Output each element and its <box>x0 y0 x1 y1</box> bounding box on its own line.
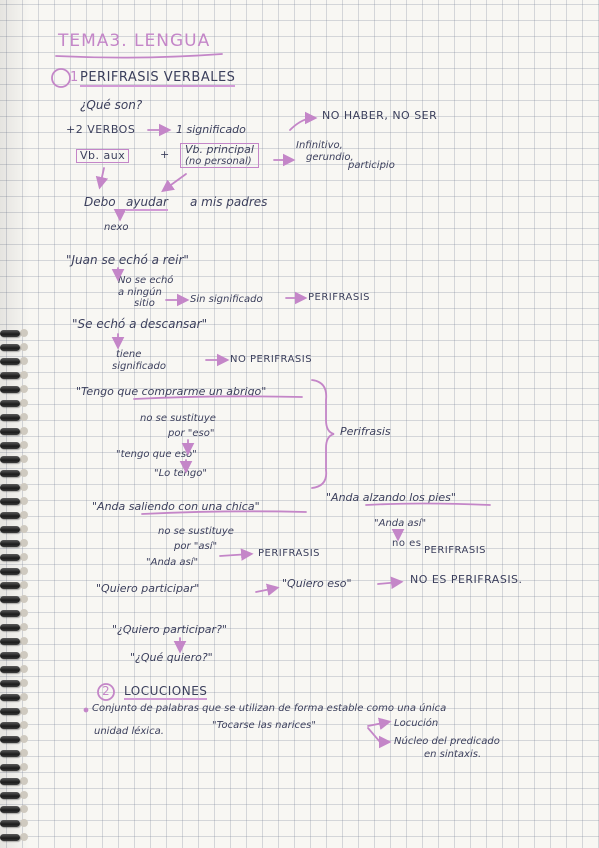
binding-hole <box>20 567 28 575</box>
binding-ring <box>0 330 20 337</box>
arrow-aux-debo <box>100 168 104 186</box>
no-perifrasis-result: NO PERIFRASIS <box>230 354 313 365</box>
question-que-son: ¿Qué son? <box>80 98 143 112</box>
quiero-eso: "Quiero eso" <box>282 577 352 590</box>
binding-hole <box>20 497 28 505</box>
arrow-tocarse-nucleo <box>368 728 388 742</box>
binding-ring <box>0 736 20 743</box>
no-es-perifrasis-word: PERIFRASIS <box>424 545 487 556</box>
binding-ring <box>0 386 20 393</box>
binding-hole <box>20 707 28 715</box>
por-asi: por "así" <box>174 541 218 552</box>
binding-ring <box>0 750 20 757</box>
question-que-quiero: "¿Qué quiero?" <box>130 651 213 664</box>
example-debo: Debo <box>84 195 116 209</box>
binding-hole <box>20 651 28 659</box>
binding-ring <box>0 400 20 407</box>
example-ayudar: ayudar <box>126 196 168 211</box>
example-tengo-que-text: "Tengo que comprarme un abrigo" <box>76 385 267 398</box>
main-verb-non-personal: (no personal) <box>185 156 252 168</box>
section1-number-circle <box>52 69 70 87</box>
tengo-que-eso: "tengo que eso" <box>116 449 197 460</box>
question-quiero-participar: "¿Quiero participar?" <box>112 623 227 636</box>
binding-ring <box>0 820 20 827</box>
binding-ring <box>0 652 20 659</box>
section1-number: 1 <box>70 70 80 85</box>
formula-one-meaning: 1 significado <box>176 123 246 136</box>
bullet-dot <box>85 709 88 712</box>
sin-significado: Sin significado <box>190 294 263 305</box>
tiene: tiene <box>116 349 142 360</box>
binding-ring <box>0 694 20 701</box>
example-echo-descansar: "Se echó a descansar" <box>72 317 208 331</box>
binding-hole <box>20 609 28 617</box>
binding-hole <box>20 595 28 603</box>
forms-infinitive: Infinitivo, <box>296 140 343 151</box>
binding-hole <box>20 805 28 813</box>
locucion-definition-2: unidad léxica. <box>94 726 164 737</box>
binding-hole <box>20 721 28 729</box>
binding-ring <box>0 428 20 435</box>
no-haber-no-ser: NO HABER, NO SER <box>322 109 438 122</box>
forms-participle: participio <box>348 160 395 171</box>
binding-hole <box>20 357 28 365</box>
binding-ring <box>0 414 20 421</box>
example-anda-chica: "Anda saliendo con una chica" <box>92 500 260 513</box>
binding-hole <box>20 819 28 827</box>
binding-hole <box>20 679 28 687</box>
locucion-example: "Tocarse las narices" <box>212 720 316 731</box>
binding-ring <box>0 484 20 491</box>
arrow-eso-no-es <box>378 582 400 584</box>
no-se-sustituye-1: no se sustituye <box>140 413 216 424</box>
binding-hole <box>20 483 28 491</box>
nucleo-predicado: Núcleo del predicado <box>394 736 500 747</box>
page-title: TEMA3. LENGUA <box>58 31 211 51</box>
binding-ring <box>0 512 20 519</box>
binding-hole <box>20 735 28 743</box>
formula-two-verbs: +2 VERBOS <box>66 123 136 136</box>
arrow-principal-ayudar <box>164 174 186 190</box>
binding-ring <box>0 526 20 533</box>
binding-ring <box>0 638 20 645</box>
binding-hole <box>20 511 28 519</box>
locucion-label: Locución <box>394 718 439 729</box>
binding-hole <box>20 637 28 645</box>
arrow-tocarse-locucion <box>368 722 388 726</box>
binding-hole <box>20 623 28 631</box>
binding-hole <box>20 553 28 561</box>
binding-ring <box>0 610 20 617</box>
binding-ring <box>0 568 20 575</box>
no-es: no es <box>392 538 422 549</box>
binding-hole <box>20 343 28 351</box>
plus-sign: + <box>160 148 170 161</box>
a-ningun: a ningún <box>118 287 162 298</box>
binding-ring <box>0 470 20 477</box>
aux-verb-box: Vb. aux <box>76 149 129 163</box>
binding-ring <box>0 596 20 603</box>
binding-hole <box>20 763 28 771</box>
lo-tengo: "Lo tengo" <box>154 468 207 479</box>
binding-ring <box>0 358 20 365</box>
binding-ring <box>0 708 20 715</box>
perifrasis-brace <box>312 380 334 488</box>
binding-hole <box>20 539 28 547</box>
binding-ring <box>0 680 20 687</box>
anda-asi: "Anda así" <box>146 557 199 568</box>
binding-hole <box>20 441 28 449</box>
example-quiero-participar: "Quiero participar" <box>96 582 200 595</box>
binding-ring <box>0 834 20 841</box>
nexo-label: nexo <box>104 222 129 233</box>
arrow-quiero-eso <box>256 588 276 592</box>
binding-hole <box>20 525 28 533</box>
binding-hole <box>20 833 28 841</box>
example-tengo-que <box>76 386 266 398</box>
perifrasis-brace-label: Perifrasis <box>340 425 391 438</box>
binding-ring <box>0 806 20 813</box>
binding-hole <box>20 413 28 421</box>
binding-hole <box>20 455 28 463</box>
binding-ring <box>0 764 20 771</box>
example-anda-pies: "Anda alzando los pies" <box>326 491 456 504</box>
arrow-meaning-no-haber <box>290 118 314 130</box>
example-juan-reir: "Juan se echó a reir" <box>66 253 189 267</box>
binding-ring <box>0 722 20 729</box>
section2-heading: LOCUCIONES <box>124 685 207 700</box>
no-se-sustituye-2: no se sustituye <box>158 526 234 537</box>
section2-number: 2 <box>102 684 111 698</box>
binding-ring <box>0 582 20 589</box>
forms-gerund: gerundio, <box>306 152 354 163</box>
binding-hole <box>20 385 28 393</box>
binding-hole <box>20 791 28 799</box>
binding-ring <box>0 792 20 799</box>
binding-ring <box>0 498 20 505</box>
perifrasis-result-1: PERIFRASIS <box>308 292 371 303</box>
sitio: sitio <box>134 298 155 309</box>
por-eso: por "eso" <box>168 428 215 439</box>
binding-ring <box>0 666 20 673</box>
binding-ring <box>0 344 20 351</box>
binding-ring <box>0 442 20 449</box>
binding-ring <box>0 778 20 785</box>
binding-ring <box>0 372 20 379</box>
binding-hole <box>20 469 28 477</box>
binding-hole <box>20 665 28 673</box>
binding-ring <box>0 624 20 631</box>
perifrasis-result-2: PERIFRASIS <box>258 548 321 559</box>
binding-hole <box>20 329 28 337</box>
title-underline <box>56 54 222 58</box>
main-verb-label: Vb. principal <box>185 143 254 156</box>
locucion-definition-1: Conjunto de palabras que se utilizan de forma estable como una única <box>92 703 447 714</box>
significado: significado <box>112 361 167 372</box>
binding-hole <box>20 399 28 407</box>
section1-heading: PERIFRASIS VERBALES <box>80 71 235 87</box>
no-es-perifrasis-caps: NO ES PERIFRASIS. <box>410 573 523 586</box>
binding-hole <box>20 371 28 379</box>
binding-hole <box>20 581 28 589</box>
en-sintaxis: en sintaxis. <box>424 749 482 760</box>
binding-hole <box>20 693 28 701</box>
binding-ring <box>0 456 20 463</box>
main-verb-box <box>180 143 259 168</box>
arrow-anda-perifrasis <box>220 554 250 556</box>
binding-hole <box>20 749 28 757</box>
anda-asi-right: "Anda así" <box>374 518 427 529</box>
binding-hole <box>20 427 28 435</box>
example-rest: a mis padres <box>190 195 268 209</box>
binding-hole <box>20 777 28 785</box>
binding-ring <box>0 554 20 561</box>
binding-ring <box>0 540 20 547</box>
no-se-echo: No se echó <box>118 275 174 286</box>
